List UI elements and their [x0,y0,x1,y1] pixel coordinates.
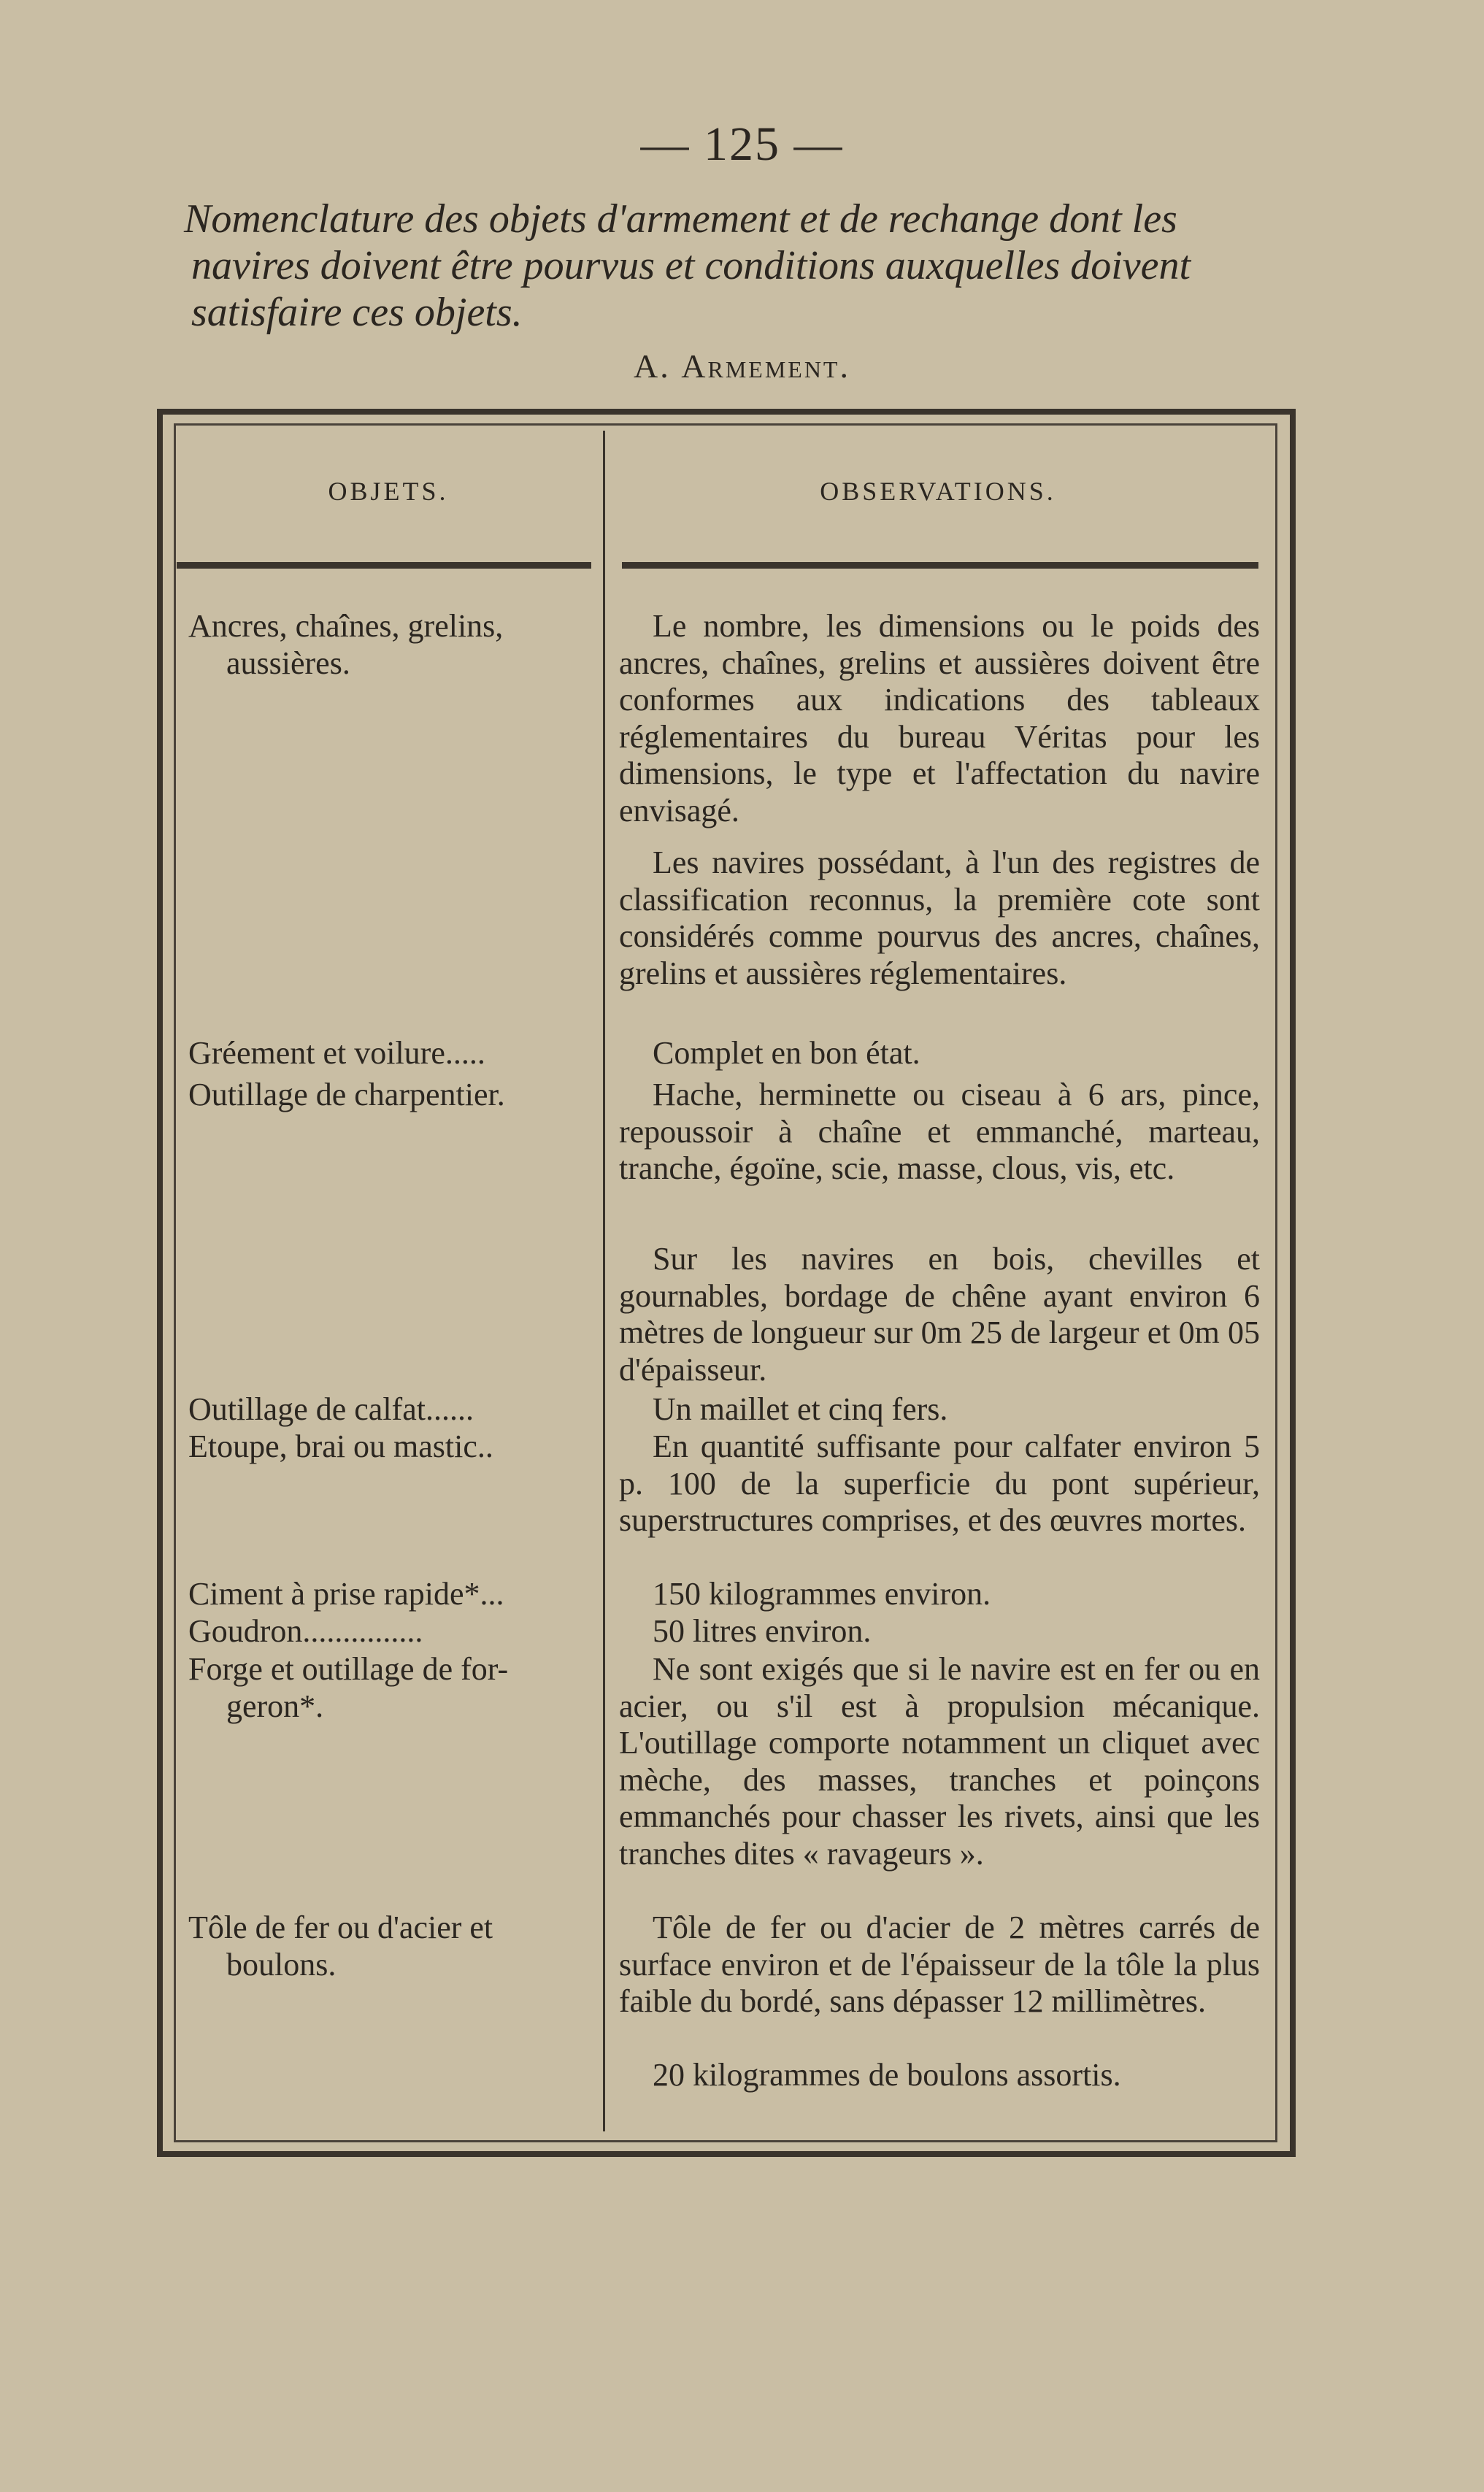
objet-label: Ciment à prise rapide*... [188,1576,504,1612]
objet-label-cont: geron*. [226,1688,324,1724]
objet-goudron [188,1613,597,1650]
obs-ancres-2: Les navires possédant, à l'un des registres de classification reconnus, la première cote sont considérés comme pourvus des ancres, chaînes, grelins et aussières réglementaires. [619,845,1260,991]
objet-label: Tôle de fer ou d'acier et [188,1910,493,1945]
section-name: Armement. [681,347,850,385]
column-header-objets: OBJETS. [328,477,449,506]
objet-forge [188,1651,597,1725]
objet-etoupe [188,1428,597,1466]
header-rule-right [622,562,1258,569]
obs-etoupe: En quantité suffisante pour calfater environ 5 p. 100 de la superficie du pont supérieur, superstructures comprises, et des œuvres mortes. [619,1428,1260,1538]
objet-label-cont: boulons. [226,1946,337,1983]
objet-charpentier [188,1077,597,1114]
objet-ancres [188,608,597,682]
obs-greement: Complet en bon état. [653,1035,920,1071]
header-rule-left [177,562,591,569]
heading-line-3: satisfaire ces objets. [191,290,523,335]
obs-ancres-1: Le nombre, les dimensions ou le poids des ancres, chaînes, grelins et aussières doivent être conformes aux indications des tableaux réglementaires du bureau Véritas pour les dimensions, le type et l'affectation du navire envisagé. [619,608,1260,828]
column-header-observations: OBSERVATIONS. [820,477,1056,506]
obs-forge: Ne sont exigés que si le navire est en fer ou en acier, ou s'il est à propulsion mécanique. L'outillage comporte notamment un cliquet avec mèche, des masses, tranches et poinçons emmanchés pour chasser les rivets, ainsi que les tranches dites « ravageurs ». [619,1651,1260,1872]
section-letter: A. [634,347,671,385]
heading [184,196,1323,336]
objet-calfat [188,1391,597,1428]
objet-label: Outillage de calfat...... [188,1391,474,1427]
obs-tole-1: Tôle de fer ou d'acier de 2 mètres carrés de surface environ et de l'épaisseur de la tôle la plus faible du bordé, sans dépasser 12 millimètres. [619,1910,1260,2019]
objet-ciment [188,1576,597,1613]
obs-charpentier-2: Sur les navires en bois, chevilles et gournables, bordage de chêne ayant environ 6 mètres de longueur sur 0m 25 de largeur et 0m 05 d'épaisseur. [619,1241,1260,1388]
objet-greement [188,1035,597,1072]
objet-label: Ancres, chaînes, grelins, [188,608,504,644]
objet-label: Etoupe, brai ou mastic.. [188,1428,493,1464]
obs-calfat: Un maillet et cinq fers. [653,1391,948,1427]
section-title [0,347,1484,385]
objet-label-cont: aussières. [226,645,350,681]
obs-ciment: 150 kilogrammes environ. [653,1576,991,1612]
objet-tole [188,1910,597,1983]
obs-tole-2: 20 kilogrammes de boulons assortis. [653,2057,1121,2093]
column-divider [603,431,605,2131]
objet-label: Goudron............... [188,1613,423,1649]
objet-label: Outillage de charpentier. [188,1077,505,1112]
page-number: — 125 — [640,118,844,171]
obs-charpentier-1: Hache, herminette ou ciseau à 6 ars, pince, repoussoir à chaîne et emmanché, marteau, tranche, égoïne, scie, masse, clous, vis, etc. [619,1077,1260,1186]
obs-goudron: 50 litres environ. [653,1613,872,1649]
heading-line-1: Nomenclature des objets d'armement et de rechange dont les [184,196,1177,242]
objet-label: Gréement et voilure..... [188,1035,485,1071]
objet-label: Forge et outillage de for- [188,1651,509,1687]
heading-line-2: navires doivent être pourvus et conditions auxquelles doivent [191,243,1191,288]
